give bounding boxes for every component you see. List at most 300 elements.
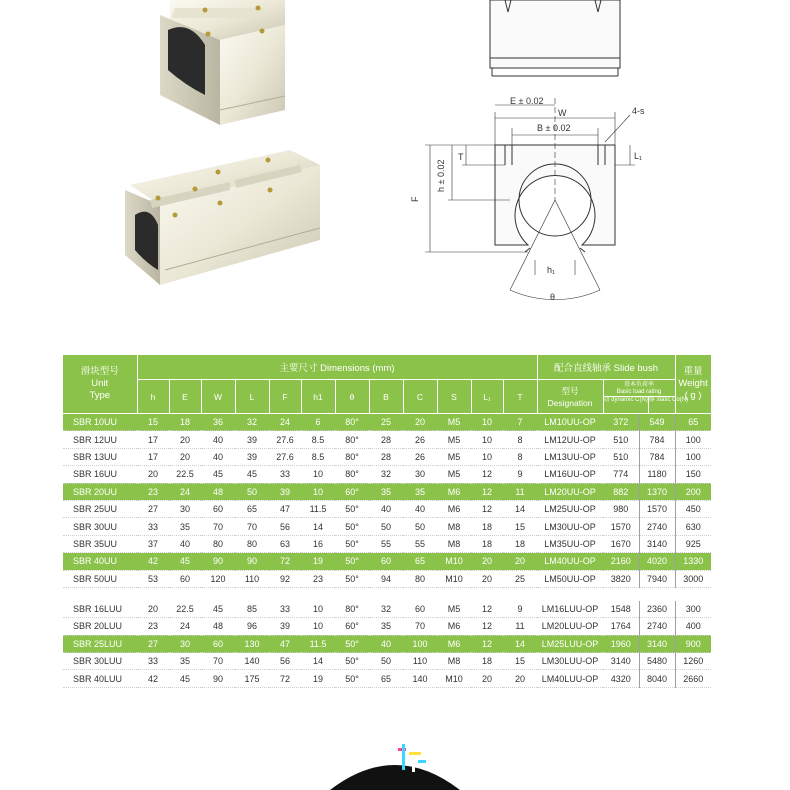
cell-F: 33 — [269, 466, 301, 483]
cell-designation: LM16UU-OP — [537, 466, 603, 483]
cell-S: M10 — [437, 553, 471, 570]
cell-designation: LM40LUU-OP — [537, 670, 603, 687]
cell-theta: 50° — [335, 535, 369, 552]
cell-dynamic: 1960 — [603, 635, 639, 652]
cell-designation: LM30LUU-OP — [537, 653, 603, 670]
cell-B: 60 — [369, 553, 403, 570]
cell-T: 20 — [503, 670, 537, 687]
cell-F: 33 — [269, 601, 301, 618]
cell-designation: LM50UU-OP — [537, 570, 603, 587]
cell-dynamic: 882 — [603, 483, 639, 500]
cell-unit: SBR 20UU — [63, 483, 137, 500]
dynamic-header: 动 dynamic C(N) — [604, 397, 649, 413]
cell-W: 90 — [201, 670, 235, 687]
technical-drawing — [400, 0, 790, 330]
cell-theta: 80° — [335, 601, 369, 618]
cell-S: M5 — [437, 431, 471, 448]
cell-E: 30 — [169, 500, 201, 517]
cell-T: 18 — [503, 535, 537, 552]
label-l1: L₁ — [634, 151, 643, 161]
table-row — [63, 431, 711, 448]
table-row — [63, 500, 711, 517]
cell-dynamic: 774 — [603, 466, 639, 483]
cell-C: 110 — [403, 653, 437, 670]
cell-W: 45 — [201, 466, 235, 483]
cell-designation: LM40UU-OP — [537, 553, 603, 570]
cell-weight: 100 — [675, 431, 711, 448]
cell-h: 17 — [137, 448, 169, 465]
cell-h1: 10 — [301, 618, 335, 635]
cell-S: M6 — [437, 635, 471, 652]
cell-dynamic: 980 — [603, 500, 639, 517]
cell-T: 15 — [503, 653, 537, 670]
cell-h: 42 — [137, 553, 169, 570]
table-row — [63, 553, 711, 570]
cell-theta: 80° — [335, 431, 369, 448]
cell-C: 60 — [403, 601, 437, 618]
cell-unit: SBR 30UU — [63, 518, 137, 535]
cell-dynamic: 372 — [603, 414, 639, 431]
cell-T: 25 — [503, 570, 537, 587]
cell-unit: SBR 25UU — [63, 500, 137, 517]
cell-E: 20 — [169, 448, 201, 465]
cell-dynamic: 3140 — [603, 653, 639, 670]
cell-T: 14 — [503, 500, 537, 517]
cell-W: 60 — [201, 500, 235, 517]
cell-W: 120 — [201, 570, 235, 587]
cell-F: 92 — [269, 570, 301, 587]
cell-S: M6 — [437, 500, 471, 517]
cell-S: M8 — [437, 535, 471, 552]
col-header-0: h — [137, 380, 169, 414]
cell-static: 1370 — [639, 483, 675, 500]
cell-L1: 20 — [471, 670, 503, 687]
col-header-5: h1 — [301, 380, 335, 414]
cell-h: 37 — [137, 535, 169, 552]
cell-F: 72 — [269, 670, 301, 687]
cell-L1: 12 — [471, 618, 503, 635]
cell-weight: 450 — [675, 500, 711, 517]
cell-L1: 12 — [471, 466, 503, 483]
cell-S: M5 — [437, 414, 471, 431]
cell-F: 27.6 — [269, 431, 301, 448]
cell-F: 47 — [269, 635, 301, 652]
cell-unit: SBR 40LUU — [63, 670, 137, 687]
cell-unit: SBR 25LUU — [63, 635, 137, 652]
cell-h1: 23 — [301, 570, 335, 587]
col-header-10: L₁ — [471, 380, 503, 414]
cell-h1: 10 — [301, 483, 335, 500]
cell-L1: 12 — [471, 635, 503, 652]
cell-E: 22.5 — [169, 466, 201, 483]
cell-B: 32 — [369, 601, 403, 618]
cell-F: 56 — [269, 653, 301, 670]
col-header-1: E — [169, 380, 201, 414]
cell-L: 32 — [235, 414, 269, 431]
cell-C: 70 — [403, 618, 437, 635]
cell-W: 48 — [201, 483, 235, 500]
label-h: h ± 0.02 — [436, 159, 446, 192]
cell-F: 47 — [269, 500, 301, 517]
cell-B: 35 — [369, 618, 403, 635]
cell-static: 2740 — [639, 618, 675, 635]
cell-L: 130 — [235, 635, 269, 652]
cell-theta: 50° — [335, 518, 369, 535]
cell-dynamic: 510 — [603, 431, 639, 448]
cell-T: 11 — [503, 483, 537, 500]
cell-E: 20 — [169, 431, 201, 448]
cell-L1: 18 — [471, 535, 503, 552]
cell-theta: 60° — [335, 483, 369, 500]
cell-T: 9 — [503, 466, 537, 483]
table-row — [63, 448, 711, 465]
cell-S: M5 — [437, 466, 471, 483]
col-header-7: B — [369, 380, 403, 414]
cell-weight: 150 — [675, 466, 711, 483]
cell-theta: 60° — [335, 618, 369, 635]
cell-designation: LM30UU-OP — [537, 518, 603, 535]
table-row — [63, 653, 711, 670]
cell-B: 55 — [369, 535, 403, 552]
table-row — [63, 414, 711, 431]
cell-S: M10 — [437, 570, 471, 587]
cell-weight: 925 — [675, 535, 711, 552]
table-row — [63, 570, 711, 587]
cell-weight: 400 — [675, 618, 711, 635]
cell-F: 39 — [269, 618, 301, 635]
cell-T: 11 — [503, 618, 537, 635]
cell-static: 2740 — [639, 518, 675, 535]
table-body — [63, 414, 711, 688]
cell-h1: 14 — [301, 518, 335, 535]
cell-W: 70 — [201, 518, 235, 535]
cell-L1: 10 — [471, 431, 503, 448]
cell-dynamic: 1548 — [603, 601, 639, 618]
col-header-2: W — [201, 380, 235, 414]
cell-L: 70 — [235, 518, 269, 535]
cell-L: 96 — [235, 618, 269, 635]
cell-designation: LM20LUU-OP — [537, 618, 603, 635]
cell-static: 1180 — [639, 466, 675, 483]
cell-theta: 50° — [335, 500, 369, 517]
col-header-4: F — [269, 380, 301, 414]
bottom-banner — [0, 730, 790, 790]
cell-designation: LM25UU-OP — [537, 500, 603, 517]
cell-C: 65 — [403, 553, 437, 570]
cell-L: 175 — [235, 670, 269, 687]
cell-h: 20 — [137, 601, 169, 618]
cell-T: 14 — [503, 635, 537, 652]
cell-L1: 20 — [471, 570, 503, 587]
cell-L: 39 — [235, 448, 269, 465]
cell-L1: 18 — [471, 653, 503, 670]
cell-weight: 100 — [675, 448, 711, 465]
cell-L1: 12 — [471, 483, 503, 500]
cell-B: 65 — [369, 670, 403, 687]
cell-S: M8 — [437, 518, 471, 535]
cell-h1: 11.5 — [301, 635, 335, 652]
cell-unit: SBR 35UU — [63, 535, 137, 552]
cell-weight: 630 — [675, 518, 711, 535]
cell-F: 63 — [269, 535, 301, 552]
cell-B: 28 — [369, 448, 403, 465]
cell-W: 60 — [201, 635, 235, 652]
cell-designation: LM35UU-OP — [537, 535, 603, 552]
cell-h1: 14 — [301, 653, 335, 670]
cell-h: 33 — [137, 518, 169, 535]
cell-weight: 65 — [675, 414, 711, 431]
cell-unit: SBR 12UU — [63, 431, 137, 448]
cell-designation: LM13UU-OP — [537, 448, 603, 465]
cell-h1: 10 — [301, 466, 335, 483]
cell-W: 45 — [201, 601, 235, 618]
cell-weight: 3000 — [675, 570, 711, 587]
cell-B: 40 — [369, 635, 403, 652]
cell-unit: SBR 13UU — [63, 448, 137, 465]
cell-L: 140 — [235, 653, 269, 670]
dimensions-header: 主要尺寸 Dimensions (mm) — [137, 355, 537, 380]
label-t: T — [458, 152, 464, 162]
label-theta: θ — [550, 292, 556, 302]
cell-S: M10 — [437, 670, 471, 687]
cell-L1: 10 — [471, 414, 503, 431]
cell-L1: 18 — [471, 518, 503, 535]
cell-L: 85 — [235, 601, 269, 618]
table-header — [63, 355, 711, 414]
cell-dynamic: 510 — [603, 448, 639, 465]
cell-dynamic: 1764 — [603, 618, 639, 635]
cell-E: 35 — [169, 653, 201, 670]
spec-table — [63, 355, 712, 688]
long-unit-photo — [125, 150, 320, 285]
cell-h1: 10 — [301, 601, 335, 618]
cell-theta: 50° — [335, 635, 369, 652]
cell-B: 50 — [369, 653, 403, 670]
cell-E: 35 — [169, 518, 201, 535]
cell-h: 53 — [137, 570, 169, 587]
label-h1: h₁ — [547, 265, 556, 275]
cell-weight: 900 — [675, 635, 711, 652]
cell-theta: 50° — [335, 553, 369, 570]
cell-theta: 50° — [335, 570, 369, 587]
cell-weight: 1330 — [675, 553, 711, 570]
dark-arc — [330, 765, 460, 790]
cell-F: 27.6 — [269, 448, 301, 465]
cell-theta: 50° — [335, 653, 369, 670]
cell-unit: SBR 16UU — [63, 466, 137, 483]
cell-E: 30 — [169, 635, 201, 652]
cell-S: M6 — [437, 483, 471, 500]
cell-static: 1570 — [639, 500, 675, 517]
cell-E: 22.5 — [169, 601, 201, 618]
cell-h1: 6 — [301, 414, 335, 431]
cell-L1: 12 — [471, 601, 503, 618]
slide-bush-header: 配合直线轴承 Slide bush — [537, 355, 675, 380]
cell-E: 40 — [169, 535, 201, 552]
cell-h: 33 — [137, 653, 169, 670]
cell-T: 9 — [503, 601, 537, 618]
table-row — [63, 618, 711, 635]
product-photos — [0, 0, 400, 330]
cell-h1: 8.5 — [301, 448, 335, 465]
cell-static: 2360 — [639, 601, 675, 618]
cell-static: 5480 — [639, 653, 675, 670]
cell-W: 40 — [201, 448, 235, 465]
cell-h1: 11.5 — [301, 500, 335, 517]
cell-static: 8040 — [639, 670, 675, 687]
cell-designation: LM12UU-OP — [537, 431, 603, 448]
cell-h: 27 — [137, 635, 169, 652]
cell-F: 39 — [269, 483, 301, 500]
cell-dynamic: 4320 — [603, 670, 639, 687]
cell-unit: SBR 10UU — [63, 414, 137, 431]
cell-h: 23 — [137, 618, 169, 635]
cell-dynamic: 3820 — [603, 570, 639, 587]
weight-header: 重量 Weight ( g ) — [675, 355, 711, 414]
cell-static: 549 — [639, 414, 675, 431]
cell-C: 40 — [403, 500, 437, 517]
cell-dynamic: 1670 — [603, 535, 639, 552]
cell-B: 40 — [369, 500, 403, 517]
short-unit-photo — [160, 0, 285, 125]
cell-W: 36 — [201, 414, 235, 431]
cell-h1: 19 — [301, 670, 335, 687]
cell-static: 784 — [639, 431, 675, 448]
table-row — [63, 670, 711, 687]
col-header-9: S — [437, 380, 471, 414]
cell-L: 90 — [235, 553, 269, 570]
cell-static: 3140 — [639, 635, 675, 652]
cell-E: 60 — [169, 570, 201, 587]
cell-L: 65 — [235, 500, 269, 517]
cell-T: 8 — [503, 431, 537, 448]
cell-L1: 20 — [471, 553, 503, 570]
cell-W: 80 — [201, 535, 235, 552]
cell-designation: LM25LUU-OP — [537, 635, 603, 652]
cell-W: 90 — [201, 553, 235, 570]
col-header-6: θ — [335, 380, 369, 414]
cell-unit: SBR 16LUU — [63, 601, 137, 618]
cell-designation: LM10UU-OP — [537, 414, 603, 431]
cell-h1: 19 — [301, 553, 335, 570]
table-row — [63, 518, 711, 535]
cell-T: 7 — [503, 414, 537, 431]
cell-weight: 1260 — [675, 653, 711, 670]
cell-unit: SBR 20LUU — [63, 618, 137, 635]
cell-B: 35 — [369, 483, 403, 500]
cell-C: 55 — [403, 535, 437, 552]
cell-L: 80 — [235, 535, 269, 552]
cell-unit: SBR 40UU — [63, 553, 137, 570]
cell-designation: LM16LUU-OP — [537, 601, 603, 618]
cell-theta: 80° — [335, 414, 369, 431]
cell-h1: 8.5 — [301, 431, 335, 448]
cell-C: 26 — [403, 431, 437, 448]
cell-theta: 80° — [335, 448, 369, 465]
cell-static: 784 — [639, 448, 675, 465]
designation-header: 型号 Designation — [537, 380, 603, 414]
cell-C: 35 — [403, 483, 437, 500]
cell-C: 100 — [403, 635, 437, 652]
cell-W: 70 — [201, 653, 235, 670]
table-row — [63, 635, 711, 652]
cell-F: 72 — [269, 553, 301, 570]
table-row — [63, 483, 711, 500]
cell-S: M5 — [437, 448, 471, 465]
cell-h: 17 — [137, 431, 169, 448]
cell-E: 45 — [169, 553, 201, 570]
col-header-3: L — [235, 380, 269, 414]
label-b: B ± 0.02 — [537, 123, 571, 133]
label-4s: 4-s — [632, 106, 645, 116]
cell-B: 25 — [369, 414, 403, 431]
cell-h: 23 — [137, 483, 169, 500]
cell-C: 50 — [403, 518, 437, 535]
cell-C: 26 — [403, 448, 437, 465]
cell-dynamic: 1570 — [603, 518, 639, 535]
cell-E: 24 — [169, 483, 201, 500]
cell-E: 45 — [169, 670, 201, 687]
cell-L: 39 — [235, 431, 269, 448]
gap-cell — [63, 587, 711, 601]
cell-h: 15 — [137, 414, 169, 431]
cell-L: 110 — [235, 570, 269, 587]
cell-B: 94 — [369, 570, 403, 587]
cell-static: 7940 — [639, 570, 675, 587]
cell-C: 140 — [403, 670, 437, 687]
cell-C: 30 — [403, 466, 437, 483]
cell-W: 48 — [201, 618, 235, 635]
table-row — [63, 466, 711, 483]
cell-h: 27 — [137, 500, 169, 517]
cell-E: 24 — [169, 618, 201, 635]
unit-type-header: 滑块型号 Unit Type — [63, 355, 137, 414]
cell-T: 20 — [503, 553, 537, 570]
cell-F: 24 — [269, 414, 301, 431]
cell-theta: 80° — [335, 466, 369, 483]
cell-B: 32 — [369, 466, 403, 483]
logo-glyph-icon — [398, 744, 426, 772]
label-e: E ± 0.02 — [510, 96, 544, 106]
cell-B: 28 — [369, 431, 403, 448]
cell-L: 50 — [235, 483, 269, 500]
cell-static: 3140 — [639, 535, 675, 552]
cell-h: 42 — [137, 670, 169, 687]
cell-L: 45 — [235, 466, 269, 483]
cell-unit: SBR 30LUU — [63, 653, 137, 670]
cell-designation: LM20UU-OP — [537, 483, 603, 500]
cell-E: 18 — [169, 414, 201, 431]
cell-L1: 12 — [471, 500, 503, 517]
cell-weight: 2660 — [675, 670, 711, 687]
cell-weight: 300 — [675, 601, 711, 618]
cell-S: M8 — [437, 653, 471, 670]
cell-h1: 16 — [301, 535, 335, 552]
col-header-11: T — [503, 380, 537, 414]
cell-L1: 10 — [471, 448, 503, 465]
cell-B: 50 — [369, 518, 403, 535]
table-row — [63, 535, 711, 552]
cell-S: M5 — [437, 601, 471, 618]
cell-weight: 200 — [675, 483, 711, 500]
cell-dynamic: 2160 — [603, 553, 639, 570]
cell-h: 20 — [137, 466, 169, 483]
cell-C: 20 — [403, 414, 437, 431]
cell-W: 40 — [201, 431, 235, 448]
cell-C: 80 — [403, 570, 437, 587]
table-gap — [63, 587, 711, 601]
cell-T: 15 — [503, 518, 537, 535]
